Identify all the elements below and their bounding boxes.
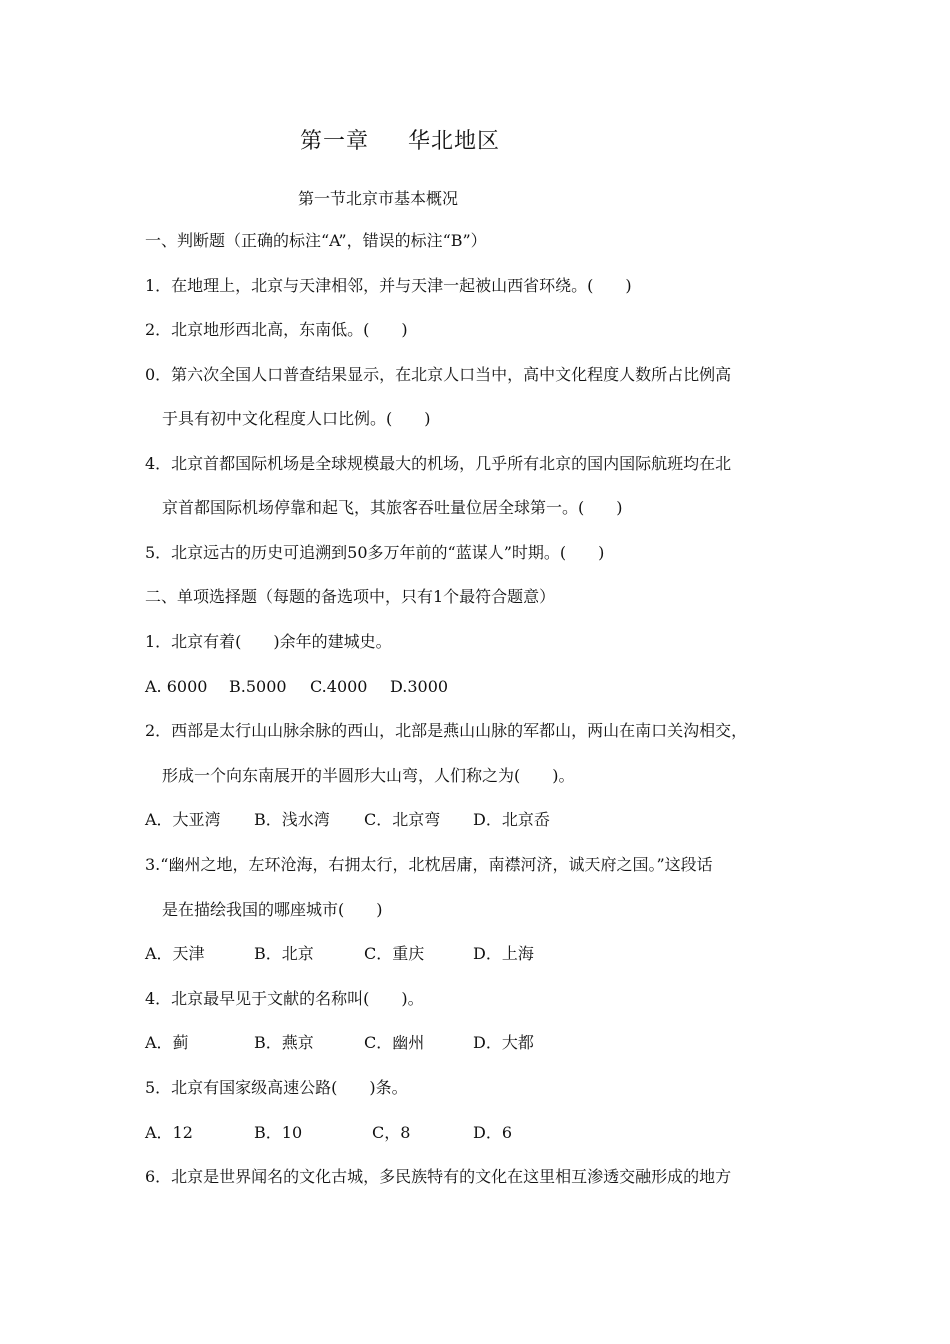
option-d: D．6 (473, 1123, 513, 1142)
choice-q1: 1．北京有着( )余年的建城史。 (145, 632, 392, 651)
section2-heading: 二、单项选择题（每题的备选项中，只有1个最符合题意） (145, 587, 556, 606)
option-a: A．大亚湾 (145, 810, 221, 829)
chapter-title: 第一章 华北地区 (300, 129, 500, 154)
option-c: C．重庆 (364, 944, 425, 963)
option-b: B．10 (254, 1123, 303, 1142)
choice-q4: 4．北京最早见于文献的名称叫( )。 (145, 989, 424, 1008)
option-b: B．浅水湾 (254, 810, 330, 829)
option-a: A．蓟 (145, 1033, 189, 1052)
option-d: D.3000 (390, 677, 449, 696)
option-b: B．北京 (254, 944, 314, 963)
choice-q2-line1: 2．西部是太行山山脉余脉的西山，北部是燕山山脉的军都山，两山在南口关沟相交， (145, 721, 748, 740)
judge-q1: 1．在地理上，北京与天津相邻，并与天津一起被山西省环绕。( ) (145, 276, 632, 295)
option-a: A．12 (145, 1123, 193, 1142)
judge-q3-line2: 于具有初中文化程度人口比例。( ) (162, 409, 431, 428)
choice-q5: 5．北京有国家级高速公路( )条。 (145, 1078, 408, 1097)
choice-q6-line1: 6．北京是世界闻名的文化古城，多民族特有的文化在这里相互渗透交融形成的地方 (145, 1167, 732, 1186)
section-subtitle: 第一节北京市基本概况 (298, 189, 459, 208)
option-c: C．北京弯 (364, 810, 441, 829)
judge-q4-line1: 4．北京首都国际机场是全球规模最大的机场，几乎所有北京的国内国际航班均在北 (145, 454, 732, 473)
option-d: D．大都 (473, 1033, 534, 1052)
judge-q3-line1: 0．第六次全国人口普查结果显示，在北京人口当中，高中文化程度人数所占比例高 (145, 365, 732, 384)
section1-heading: 一、判断题（正确的标注“A”，错误的标注“B”） (145, 231, 487, 250)
option-c: C.4000 (310, 677, 368, 696)
option-c: C．幽州 (364, 1033, 425, 1052)
option-d: D．北京岙 (473, 810, 550, 829)
judge-q4-line2: 京首都国际机场停靠和起飞，其旅客吞吐量位居全球第一。( ) (162, 498, 623, 517)
choice-q2-line2: 形成一个向东南展开的半圆形大山弯，人们称之为( )。 (162, 766, 575, 785)
option-b: B.5000 (229, 677, 287, 696)
option-d: D．上海 (473, 944, 534, 963)
option-a: A．天津 (145, 944, 205, 963)
judge-q5: 5．北京远古的历史可追溯到50多万年前的“蓝谋人”时期。( ) (145, 543, 605, 562)
judge-q2: 2．北京地形西北高，东南低。( ) (145, 320, 408, 339)
option-b: B．燕京 (254, 1033, 314, 1052)
option-a: A. 6000 (145, 677, 208, 696)
choice-q3-line2: 是在描绘我国的哪座城市( ) (162, 900, 383, 919)
choice-q3-line1: 3.“幽州之地，左环沧海，右拥太行，北枕居庸，南襟河济，诚天府之国。”这段话 (145, 855, 713, 874)
option-c: C，8 (372, 1123, 411, 1142)
